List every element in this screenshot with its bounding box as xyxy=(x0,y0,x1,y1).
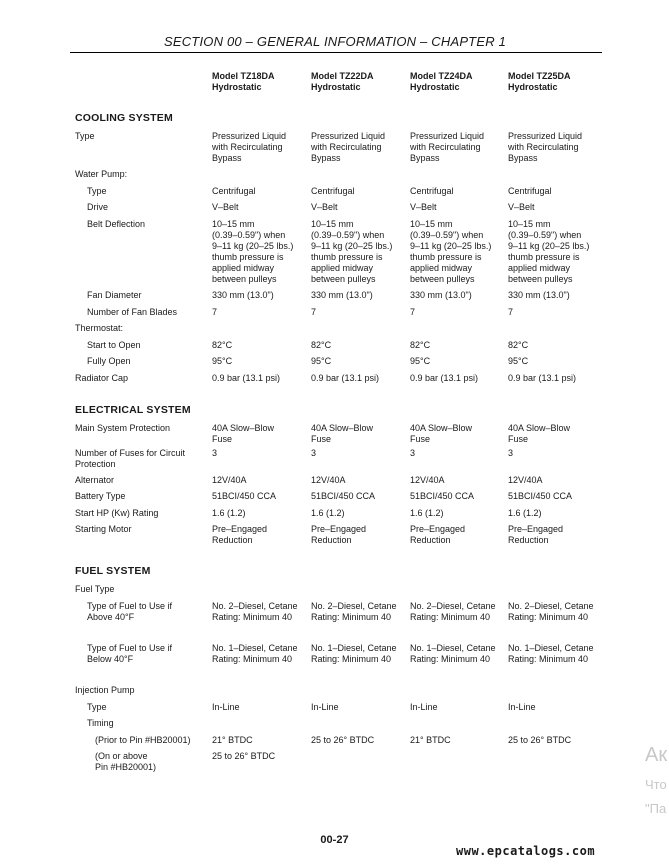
spec-value: 51BCI/450 CCA xyxy=(311,491,376,501)
model-header-1 xyxy=(212,71,275,93)
spec-value: 40A Slow–Blow Fuse xyxy=(410,423,473,444)
spec-value: 10–15 mm (0.39–0.59") when 9–11 kg (20–25 lbs.) thumb pressure is applied midway between pulleys xyxy=(212,219,294,284)
spec-value: No. 2–Diesel, Cetane Rating: Minimum 40 xyxy=(212,601,298,622)
spec-value: 1.6 (1.2) xyxy=(311,508,345,518)
spec-value: In-Line xyxy=(212,702,240,712)
model-name: Model TZ24DA xyxy=(410,71,473,81)
model-type: Hydrostatic xyxy=(410,82,460,92)
page-number: 00-27 xyxy=(320,834,349,846)
spec-label: Start HP (Kw) Rating xyxy=(75,508,159,518)
spec-value: 12V/40A xyxy=(311,475,346,485)
spec-value: 330 mm (13.0") xyxy=(212,290,274,300)
spec-value: 25 to 26° BTDC xyxy=(311,735,375,745)
spec-value: Centrifugal xyxy=(212,186,256,196)
model-type: Hydrostatic xyxy=(212,82,262,92)
spec-value: No. 1–Diesel, Cetane Rating: Minimum 40 xyxy=(508,643,594,664)
header-rule xyxy=(70,52,602,53)
spec-value: 7 xyxy=(212,307,218,317)
spec-value: 0.9 bar (13.1 psi) xyxy=(311,373,380,383)
spec-value: 1.6 (1.2) xyxy=(508,508,542,518)
spec-value: 25 to 26° BTDC xyxy=(508,735,572,745)
spec-label: Type of Fuel to Use if Below 40°F xyxy=(87,643,173,664)
spec-value: No. 2–Diesel, Cetane Rating: Minimum 40 xyxy=(508,601,594,622)
spec-label: Battery Type xyxy=(75,491,126,501)
spec-value: Pre–Engaged Reduction xyxy=(311,524,367,545)
spec-value: No. 1–Diesel, Cetane Rating: Minimum 40 xyxy=(311,643,397,664)
spec-value: 21° BTDC xyxy=(410,735,451,745)
spec-value: 10–15 mm (0.39–0.59") when 9–11 kg (20–25 lbs.) thumb pressure is applied midway between pulleys xyxy=(508,219,590,284)
spec-value: Pressurized Liquid with Recirculating Bypass xyxy=(212,131,287,163)
spec-value: 82°C xyxy=(311,340,332,350)
spec-value: 10–15 mm (0.39–0.59") when 9–11 kg (20–25 lbs.) thumb pressure is applied midway between pulleys xyxy=(410,219,492,284)
spec-value: 12V/40A xyxy=(212,475,247,485)
spec-value: 95°C xyxy=(212,356,233,366)
spec-value: No. 1–Diesel, Cetane Rating: Minimum 40 xyxy=(410,643,496,664)
spec-value: 40A Slow–Blow Fuse xyxy=(311,423,374,444)
spec-value: 3 xyxy=(212,448,218,458)
spec-label: Drive xyxy=(87,202,109,212)
spec-value: 12V/40A xyxy=(410,475,445,485)
spec-value: 95°C xyxy=(410,356,431,366)
spec-value: 51BCI/450 CCA xyxy=(508,491,573,501)
spec-label: (On or above Pin #HB20001) xyxy=(95,751,157,772)
spec-value: 21° BTDC xyxy=(212,735,253,745)
spec-label: Number of Fan Blades xyxy=(87,307,178,317)
spec-label: Main System Protection xyxy=(75,423,171,433)
spec-value: 1.6 (1.2) xyxy=(212,508,246,518)
section-heading-cooling: COOLING SYSTEM xyxy=(75,112,173,124)
spec-value: 12V/40A xyxy=(508,475,543,485)
model-name: Model TZ18DA xyxy=(212,71,275,81)
section-heading-electrical: ELECTRICAL SYSTEM xyxy=(75,404,191,416)
model-header-2 xyxy=(311,71,374,93)
spec-value: No. 1–Diesel, Cetane Rating: Minimum 40 xyxy=(212,643,298,664)
spec-value: V–Belt xyxy=(508,202,535,212)
spec-value: 40A Slow–Blow Fuse xyxy=(508,423,571,444)
watermark-text: "Па xyxy=(645,801,667,816)
spec-label: Fully Open xyxy=(87,356,131,366)
spec-value: Pressurized Liquid with Recirculating Bypass xyxy=(508,131,583,163)
spec-value: 7 xyxy=(508,307,514,317)
spec-value: Pressurized Liquid with Recirculating Bypass xyxy=(311,131,386,163)
spec-value: Pre–Engaged Reduction xyxy=(508,524,564,545)
spec-label: Start to Open xyxy=(87,340,141,350)
spec-label: Type of Fuel to Use if Above 40°F xyxy=(87,601,173,622)
spec-label: Type xyxy=(87,702,107,712)
model-type: Hydrostatic xyxy=(311,82,361,92)
spec-value: 82°C xyxy=(508,340,529,350)
spec-value: 3 xyxy=(410,448,416,458)
spec-value: 95°C xyxy=(311,356,332,366)
spec-value: 0.9 bar (13.1 psi) xyxy=(508,373,577,383)
spec-value: 330 mm (13.0") xyxy=(311,290,373,300)
watermark-text: Ак xyxy=(645,744,668,766)
spec-value: 330 mm (13.0") xyxy=(410,290,472,300)
spec-value: Centrifugal xyxy=(410,186,454,196)
model-name: Model TZ22DA xyxy=(311,71,374,81)
spec-label: Water Pump: xyxy=(75,169,128,179)
spec-value: Centrifugal xyxy=(311,186,355,196)
spec-label: Timing xyxy=(87,718,114,728)
spec-value: 51BCI/450 CCA xyxy=(212,491,277,501)
spec-label: Alternator xyxy=(75,475,115,485)
model-header-4 xyxy=(508,71,571,93)
spec-value: V–Belt xyxy=(410,202,437,212)
spec-value: 7 xyxy=(410,307,416,317)
spec-value: 3 xyxy=(508,448,514,458)
spec-value: Pressurized Liquid with Recirculating Bypass xyxy=(410,131,485,163)
spec-value: In-Line xyxy=(410,702,438,712)
spec-value: No. 2–Diesel, Cetane Rating: Minimum 40 xyxy=(311,601,397,622)
spec-label: Number of Fuses for Circuit Protection xyxy=(75,448,186,469)
spec-value: V–Belt xyxy=(311,202,338,212)
spec-label: (Prior to Pin #HB20001) xyxy=(95,735,191,745)
spec-value: 0.9 bar (13.1 psi) xyxy=(410,373,479,383)
section-heading-fuel: FUEL SYSTEM xyxy=(75,565,151,577)
spec-value: 82°C xyxy=(212,340,233,350)
spec-value: 0.9 bar (13.1 psi) xyxy=(212,373,281,383)
spec-value: V–Belt xyxy=(212,202,239,212)
spec-value: 330 mm (13.0") xyxy=(508,290,570,300)
spec-label: Belt Deflection xyxy=(87,219,146,229)
spec-label: Thermostat: xyxy=(75,323,124,333)
model-type: Hydrostatic xyxy=(508,82,558,92)
spec-value: Pre–Engaged Reduction xyxy=(410,524,466,545)
spec-value: 51BCI/450 CCA xyxy=(410,491,475,501)
model-name: Model TZ25DA xyxy=(508,71,571,81)
section-header: SECTION 00 – GENERAL INFORMATION – CHAPTER 1 xyxy=(163,34,507,49)
spec-value: Pre–Engaged Reduction xyxy=(212,524,268,545)
spec-value: 95°C xyxy=(508,356,529,366)
spec-label: Injection Pump xyxy=(75,685,135,695)
spec-label: Radiator Cap xyxy=(75,373,129,383)
spec-value: Centrifugal xyxy=(508,186,552,196)
spec-label: Fuel Type xyxy=(75,584,115,594)
spec-value: 25 to 26° BTDC xyxy=(212,751,276,761)
spec-value: 10–15 mm (0.39–0.59") when 9–11 kg (20–25 lbs.) thumb pressure is applied midway between pulleys xyxy=(311,219,393,284)
spec-label: Type xyxy=(87,186,107,196)
spec-value: 3 xyxy=(311,448,317,458)
spec-label: Starting Motor xyxy=(75,524,132,534)
spec-value: 82°C xyxy=(410,340,431,350)
spec-value: In-Line xyxy=(508,702,536,712)
spec-value: 40A Slow–Blow Fuse xyxy=(212,423,275,444)
spec-value: 7 xyxy=(311,307,317,317)
model-header-3 xyxy=(410,71,473,93)
spec-label: Type xyxy=(75,131,95,141)
spec-label: Fan Diameter xyxy=(87,290,142,300)
spec-value: 1.6 (1.2) xyxy=(410,508,444,518)
spec-value: No. 2–Diesel, Cetane Rating: Minimum 40 xyxy=(410,601,496,622)
watermark-text: Что xyxy=(645,777,667,792)
site-url: www.epcatalogs.com xyxy=(456,844,596,858)
spec-value: In-Line xyxy=(311,702,339,712)
